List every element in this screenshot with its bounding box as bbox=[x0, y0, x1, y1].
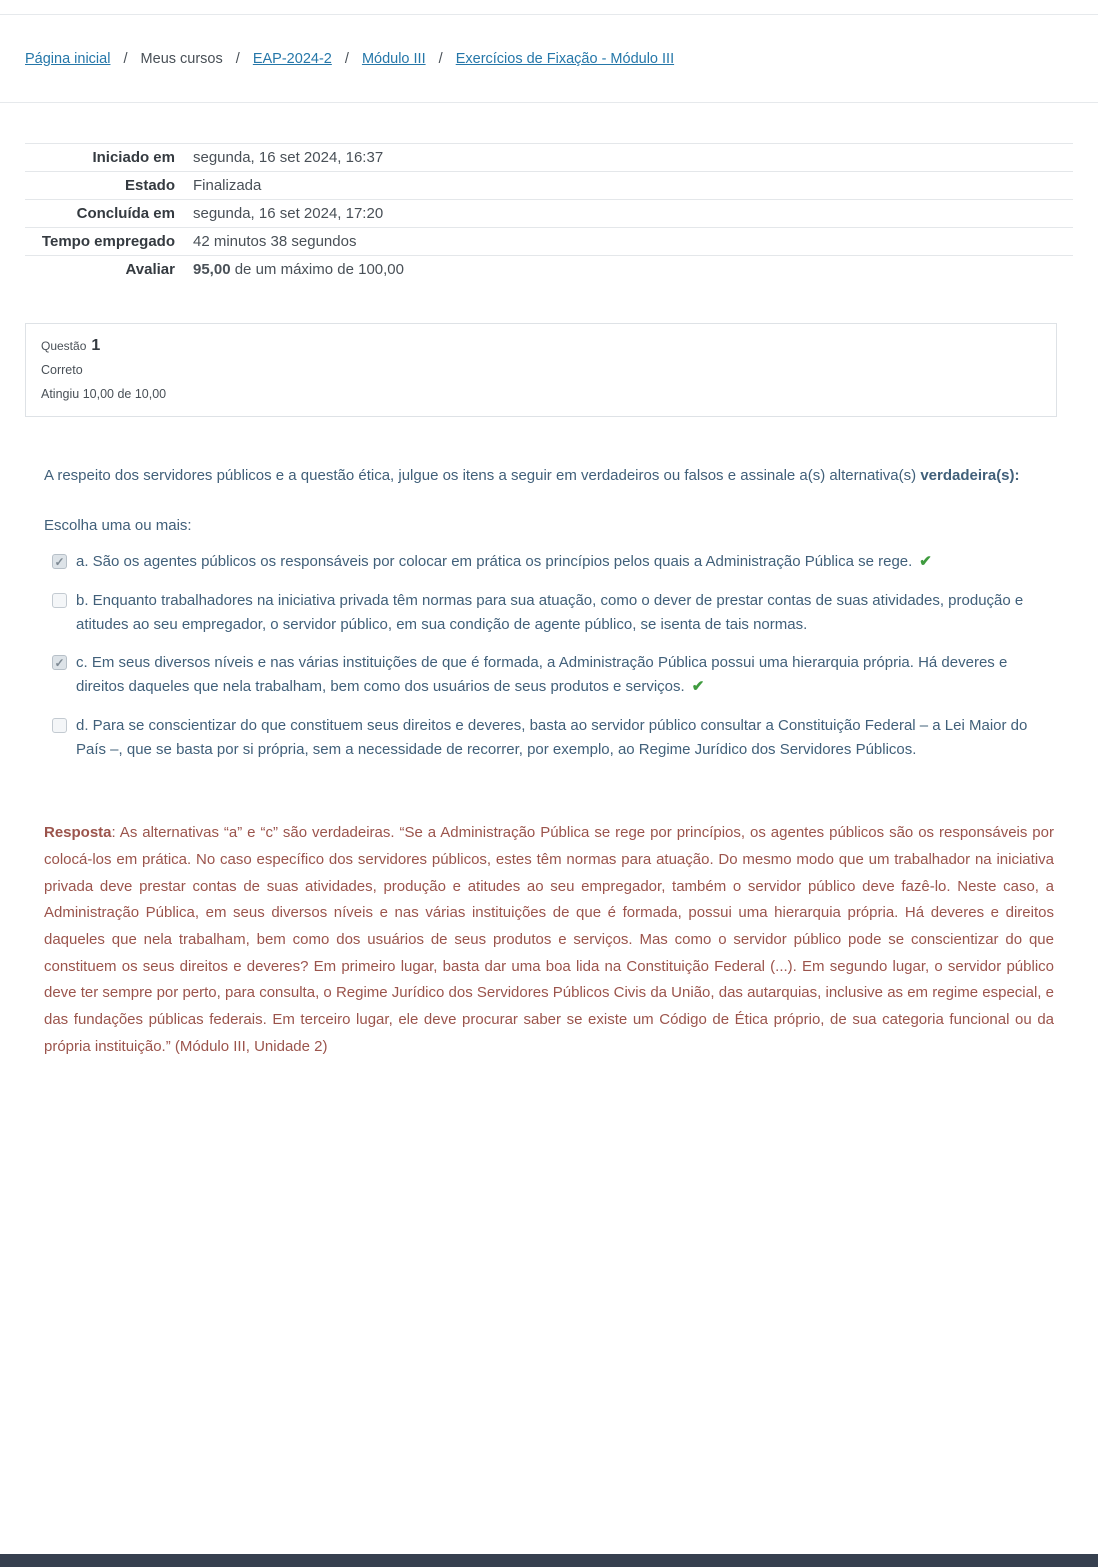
correct-check-icon: ✔ bbox=[919, 553, 932, 571]
breadcrumb-bar bbox=[0, 14, 1098, 103]
main-content bbox=[0, 143, 1098, 1061]
answer-option-d bbox=[44, 714, 1054, 763]
summary-row-completed bbox=[25, 199, 1073, 227]
breadcrumb-separator: / bbox=[344, 50, 349, 67]
summary-value: segunda, 16 set 2024, 16:37 bbox=[193, 149, 384, 166]
option-text bbox=[76, 550, 1054, 574]
answer-option-b bbox=[44, 589, 1054, 638]
question-feedback bbox=[44, 820, 1054, 1060]
summary-value: segunda, 16 set 2024, 17:20 bbox=[193, 205, 384, 222]
question-stem-text: A respeito dos servidores públicos e a questão ética, julgue os itens a seguir em verdadeiros ou falsos e assinale a(s) alternativa(s) bbox=[44, 467, 917, 484]
feedback-label: Resposta bbox=[44, 824, 112, 842]
question-number-value: 1 bbox=[91, 337, 101, 354]
checkbox-check-icon: ✓ bbox=[54, 655, 65, 670]
breadcrumb-separator: / bbox=[235, 50, 240, 67]
summary-label: Avaliar bbox=[125, 261, 175, 278]
option-text bbox=[76, 651, 1054, 700]
summary-row-state bbox=[25, 171, 1073, 199]
question-stem bbox=[44, 463, 1054, 489]
breadcrumb-link-quiz[interactable]: Exercícios de Fixação - Módulo III bbox=[455, 50, 675, 67]
summary-value: Finalizada bbox=[193, 177, 262, 194]
grade-score: 95,00 bbox=[193, 261, 231, 278]
answer-options bbox=[44, 550, 1054, 762]
correct-check-icon: ✔ bbox=[691, 678, 705, 696]
breadcrumb-separator: / bbox=[438, 50, 443, 67]
option-c-checkbox[interactable] bbox=[52, 655, 67, 670]
option-a-label: a. São os agentes públicos os responsáveis por colocar em prática os princípios pelos quais a Administração Pública se rege. bbox=[76, 553, 913, 571]
option-d-label: d. Para se conscientizar do que constituem seus direitos e deveres, basta ao servidor público consultar a Constituição Federal – a Lei Maior do País –, que se basta por si própria, sem a necessidade de recorrer, por exemplo, ao Regime Jurídico dos Servidores Públicos. bbox=[76, 716, 1028, 759]
summary-row-time-taken bbox=[25, 227, 1073, 255]
question-info-box bbox=[25, 323, 1057, 417]
option-c-label: c. Em seus diversos níveis e nas várias instituições de que é formada, a Administração Pública possui uma hierarquia própria. Há deveres e direitos daqueles que nela trabalham, bem como dos usuários de seus produtos e serviços. bbox=[76, 654, 1008, 696]
question-stem-bold: verdadeira(s): bbox=[920, 467, 1020, 484]
breadcrumb bbox=[25, 51, 674, 67]
summary-row-grade bbox=[25, 255, 1073, 283]
breadcrumb-link-course[interactable]: EAP-2024-2 bbox=[252, 50, 332, 67]
answer-option-c bbox=[44, 651, 1054, 700]
breadcrumb-separator: / bbox=[123, 50, 128, 67]
answer-option-a bbox=[44, 550, 1054, 574]
question-number bbox=[41, 337, 1041, 355]
option-d-checkbox[interactable] bbox=[52, 718, 67, 733]
summary-value: 42 minutos 38 segundos bbox=[193, 233, 357, 250]
option-b-label: b. Enquanto trabalhadores na iniciativa privada têm normas para sua atuação, como o dever de prestar contas de suas atividades, produção e atitudes ao seu empregador, o servidor público, em sua condição de agente público, se isenta de tais normas. bbox=[76, 591, 1024, 633]
option-text bbox=[76, 714, 1054, 763]
option-a-checkbox[interactable] bbox=[52, 554, 67, 569]
feedback-text: : As alternativas “a” e “c” são verdadeiras. “Se a Administração Pública se rege por princípios, os agentes públicos são os responsáveis por colocá-los em prática. No caso específico dos servidores públicos, estes têm normas para atuação. Do mesmo modo que um trabalhador na iniciativa privada deve prestar contas de suas atividades, produção e atitudes ao seu empregador, também o servidor público deve fazê-lo. Neste caso, a Administração Pública, em seus diversos níveis e nas várias instituições de que é formada, possui uma hierarquia própria. Há deveres e direitos daqueles que nela trabalham, bem como dos usuários de seus produtos e serviços. Mas como o servidor público pode se conscientizar do que constituem os seus direitos e deveres? Em primeiro lugar, basta dar uma boa lida na Constituição Federal (...). Em segundo lugar, o servidor público deve ter sempre por perto, para consulta, o Regime Jurídico dos Servidores Públicos Civis da União, das autarquias, inclusive as em regime especial, e das fundações públicas federais. Em terceiro lugar, ele deve procurar saber se existe um Código de Ética próprio, de sua categoria funcional ou da própria instituição.” (Módulo III, Unidade 2) bbox=[44, 824, 1054, 1055]
breadcrumb-link-module[interactable]: Módulo III bbox=[361, 50, 426, 67]
summary-grade-value bbox=[175, 260, 404, 279]
attempt-summary-table bbox=[25, 143, 1073, 283]
grade-max: de um máximo de 100,00 bbox=[234, 261, 404, 278]
question-body bbox=[25, 463, 1073, 1061]
question-status: Correto bbox=[41, 363, 83, 377]
option-text bbox=[76, 589, 1054, 638]
option-b-checkbox[interactable] bbox=[52, 593, 67, 608]
summary-row-started bbox=[25, 143, 1073, 171]
summary-label: Concluída em bbox=[76, 205, 175, 222]
question-number-label: Questão bbox=[41, 339, 87, 353]
quiz-review-page bbox=[0, 14, 1098, 1567]
footer-bar bbox=[0, 1554, 1098, 1567]
summary-label: Iniciado em bbox=[92, 149, 175, 166]
checkbox-check-icon: ✓ bbox=[54, 554, 65, 569]
summary-label: Estado bbox=[124, 177, 175, 194]
answer-prompt: Escolha uma ou mais: bbox=[44, 517, 192, 535]
question-points: Atingiu 10,00 de 10,00 bbox=[41, 387, 167, 401]
breadcrumb-item-my-courses: Meus cursos bbox=[140, 50, 223, 67]
summary-label: Tempo empregado bbox=[41, 233, 175, 250]
breadcrumb-link-home[interactable]: Página inicial bbox=[25, 50, 111, 67]
